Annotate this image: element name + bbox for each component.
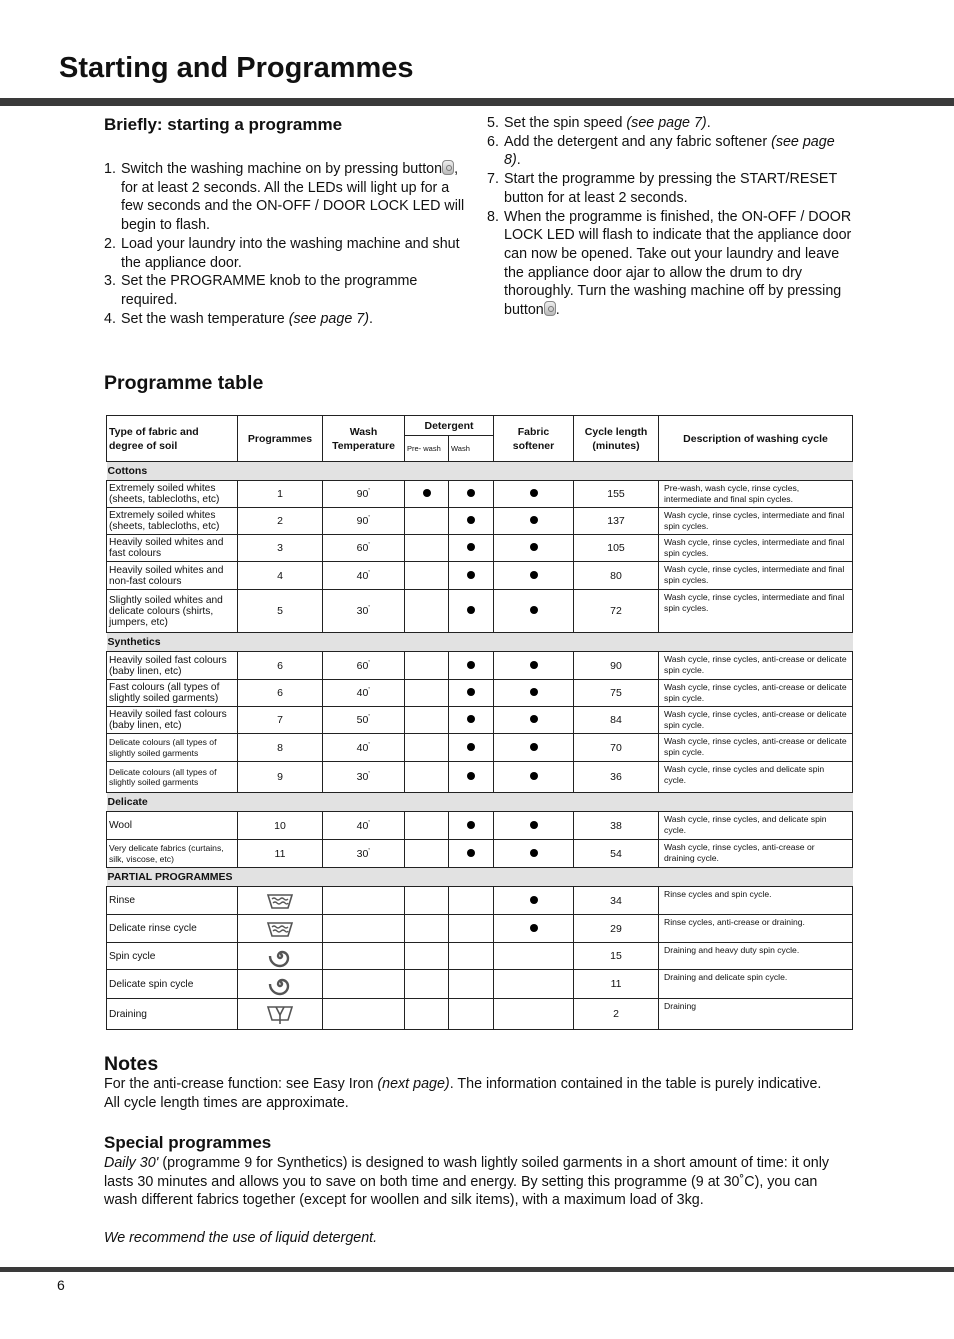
step-1: 1. Switch the washing machine on by pressing button , for at least 2 seconds. All the LEDs will light up for a few seconds and the ON-OFF / DOOR LOCK LED will begin to flash. <box>104 161 465 234</box>
prewash-cell <box>405 840 449 868</box>
fabric-type: Delicate rinse cycle <box>107 915 238 943</box>
section-label: Cottons <box>107 462 853 481</box>
cycle-length: 15 <box>574 943 659 970</box>
wash-cell <box>449 590 494 633</box>
section-synthetics <box>107 633 853 652</box>
wash-cell <box>449 762 494 793</box>
wash-cell <box>449 999 494 1030</box>
wash-dot-icon <box>467 715 475 723</box>
table-row <box>107 562 853 590</box>
programme-number: 6 <box>238 680 323 707</box>
fabric-type: Delicate colours (all types of slightly soiled garments <box>107 762 238 793</box>
softener-dot-icon <box>530 688 538 696</box>
page-number: 6 <box>57 1277 65 1293</box>
softener-cell <box>494 970 574 999</box>
header-cycle-length: Cycle length (minutes) <box>574 416 659 462</box>
wash-dot-icon <box>467 606 475 614</box>
top-rule <box>0 98 954 106</box>
softener-dot-icon <box>530 715 538 723</box>
wash-cell <box>449 652 494 680</box>
table-row <box>107 481 853 508</box>
wash-dot-icon <box>467 743 475 751</box>
softener-cell <box>494 943 574 970</box>
cycle-description: Wash cycle, rinse cycles, anti-crease or delicate spin cycle. <box>659 734 853 762</box>
table-row <box>107 590 853 633</box>
cycle-description: Draining <box>659 999 853 1030</box>
table-row <box>107 887 853 915</box>
softener-dot-icon <box>530 924 538 932</box>
cycle-description: Wash cycle, rinse cycles and delicate spin cycle. <box>659 762 853 793</box>
table-row <box>107 999 853 1030</box>
fabric-type: Draining <box>107 999 238 1030</box>
softener-cell <box>494 887 574 915</box>
wash-dot-icon <box>467 489 475 497</box>
table-row <box>107 812 853 840</box>
prewash-cell <box>405 915 449 943</box>
prewash-cell <box>405 562 449 590</box>
wash-cell <box>449 562 494 590</box>
wash-dot-icon <box>467 571 475 579</box>
cycle-description: Wash cycle, rinse cycles, anti-crease or delicate spin cycle. <box>659 680 853 707</box>
wash-cell <box>449 915 494 943</box>
fabric-type: Heavily soiled fast colours (baby linen, etc) <box>107 707 238 734</box>
cycle-description: Wash cycle, rinse cycles, anti-crease or draining cycle. <box>659 840 853 868</box>
drain-icon <box>240 1003 320 1025</box>
wash-temperature: 90˚ <box>323 481 405 508</box>
fabric-type: Slightly soiled whites and delicate colours (shirts, jumpers, etc) <box>107 590 238 633</box>
rinse-icon <box>240 891 320 911</box>
programme-number: 5 <box>238 590 323 633</box>
programme-number: 8 <box>238 734 323 762</box>
wash-cell <box>449 887 494 915</box>
programme-table <box>106 415 853 1030</box>
softener-dot-icon <box>530 571 538 579</box>
header-temperature: Wash Temperature <box>323 416 405 462</box>
table-row <box>107 762 853 793</box>
step-5: 5. Set the spin speed (see page 7). <box>487 115 711 131</box>
table-row <box>107 508 853 535</box>
softener-cell <box>494 812 574 840</box>
softener-dot-icon <box>530 772 538 780</box>
cycle-description: Wash cycle, rinse cycles, intermediate and final spin cycles. <box>659 590 853 633</box>
cycle-length: 75 <box>574 680 659 707</box>
cycle-length: 155 <box>574 481 659 508</box>
programme-number: 11 <box>238 840 323 868</box>
programme-number: 2 <box>238 508 323 535</box>
header-programmes: Programmes <box>238 416 323 462</box>
programme-icon-cell <box>238 999 323 1030</box>
programme-number: 10 <box>238 812 323 840</box>
wash-temperature: 30˚ <box>323 762 405 793</box>
prewash-cell <box>405 762 449 793</box>
table-row <box>107 652 853 680</box>
power-button-icon <box>544 301 556 316</box>
cycle-length: 29 <box>574 915 659 943</box>
fabric-type: Heavily soiled whites and fast colours <box>107 535 238 562</box>
wash-dot-icon <box>467 821 475 829</box>
prewash-cell <box>405 734 449 762</box>
wash-cell <box>449 943 494 970</box>
wash-dot-icon <box>467 543 475 551</box>
section-label: Delicate <box>107 793 853 812</box>
cycle-length: 137 <box>574 508 659 535</box>
prewash-cell <box>405 970 449 999</box>
spin-icon <box>240 972 320 996</box>
cycle-description: Pre-wash, wash cycle, rinse cycles, intermediate and final spin cycles. <box>659 481 853 508</box>
wash-temperature: 50˚ <box>323 707 405 734</box>
programme-icon-cell <box>238 970 323 999</box>
wash-temperature: 40˚ <box>323 562 405 590</box>
softener-dot-icon <box>530 543 538 551</box>
cycle-length: 34 <box>574 887 659 915</box>
fabric-type: Heavily soiled whites and non-fast colours <box>107 562 238 590</box>
programme-number: 6 <box>238 652 323 680</box>
header-detergent: Detergent <box>405 416 494 436</box>
rinse-icon <box>240 919 320 939</box>
wash-cell <box>449 535 494 562</box>
notes-heading: Notes <box>104 1053 159 1075</box>
prewash-cell <box>405 508 449 535</box>
step-4: 4. Set the wash temperature (see page 7). <box>104 310 373 327</box>
wash-temperature: 40˚ <box>323 680 405 707</box>
softener-cell <box>494 915 574 943</box>
fabric-type: Very delicate fabrics (curtains, silk, viscose, etc) <box>107 840 238 868</box>
softener-dot-icon <box>530 661 538 669</box>
notes-text: For the anti-crease function: see Easy Iron (next page). The information contained in the table is purely indicative. All cycle length times are approximate. <box>104 1076 822 1111</box>
wash-temperature: 30˚ <box>323 590 405 633</box>
cycle-description: Wash cycle, rinse cycles, anti-crease or delicate spin cycle. <box>659 652 853 680</box>
cycle-description: Draining and delicate spin cycle. <box>659 970 853 999</box>
step-8: 8. When the programme is finished, the ON-OFF / DOOR LOCK LED will flash to indicate that the appliance door can now be opened. Take out your laundry and leave the appliance door ajar to allow the drum to dry thoroughly. Turn the washing machine off by pressing button . <box>487 208 852 319</box>
wash-cell <box>449 680 494 707</box>
steps-list-left <box>104 160 469 328</box>
softener-cell <box>494 535 574 562</box>
wash-dot-icon <box>467 849 475 857</box>
prewash-cell <box>405 680 449 707</box>
wash-cell <box>449 840 494 868</box>
softener-cell <box>494 590 574 633</box>
header-description: Description of washing cycle <box>659 416 853 462</box>
fabric-type: Extremely soiled whites (sheets, tablecloths, etc) <box>107 481 238 508</box>
softener-dot-icon <box>530 896 538 904</box>
softener-cell <box>494 680 574 707</box>
fabric-type: Extremely soiled whites (sheets, tablecloths, etc) <box>107 508 238 535</box>
fabric-type: Rinse <box>107 887 238 915</box>
fabric-type: Wool <box>107 812 238 840</box>
wash-temperature: 60˚ <box>323 535 405 562</box>
programme-number: 3 <box>238 535 323 562</box>
programme-number: 7 <box>238 707 323 734</box>
section-delicate <box>107 793 853 812</box>
cycle-length: 70 <box>574 734 659 762</box>
section-label: Synthetics <box>107 633 853 652</box>
section-partial <box>107 868 853 887</box>
wash-cell <box>449 812 494 840</box>
cycle-length: 72 <box>574 590 659 633</box>
prewash-cell <box>405 943 449 970</box>
programme-number: 9 <box>238 762 323 793</box>
cycle-length: 38 <box>574 812 659 840</box>
header-softener: Fabric softener <box>494 416 574 462</box>
step-2: 2. Load your laundry into the washing machine and shut the appliance door. <box>104 235 460 271</box>
power-button-icon <box>442 160 454 175</box>
page-title: Starting and Programmes <box>59 52 414 84</box>
prewash-cell <box>405 481 449 508</box>
cycle-description: Draining and heavy duty spin cycle. <box>659 943 853 970</box>
softener-cell <box>494 508 574 535</box>
softener-cell <box>494 762 574 793</box>
prewash-cell <box>405 812 449 840</box>
table-row <box>107 943 853 970</box>
softener-dot-icon <box>530 606 538 614</box>
softener-dot-icon <box>530 849 538 857</box>
fabric-type: Spin cycle <box>107 943 238 970</box>
table-row <box>107 970 853 999</box>
fabric-type: Delicate colours (all types of slightly soiled garments <box>107 734 238 762</box>
wash-temperature: 40˚ <box>323 812 405 840</box>
wash-dot-icon <box>467 688 475 696</box>
wash-temperature: 60˚ <box>323 652 405 680</box>
cycle-length: 90 <box>574 652 659 680</box>
cycle-description: Wash cycle, rinse cycles, intermediate and final spin cycles. <box>659 562 853 590</box>
special-recommendation: We recommend the use of liquid detergent. <box>104 1230 378 1246</box>
cycle-description: Wash cycle, rinse cycles, intermediate and final spin cycles. <box>659 508 853 535</box>
cycle-description: Wash cycle, rinse cycles, anti-crease or delicate spin cycle. <box>659 707 853 734</box>
wash-temperature: 40˚ <box>323 734 405 762</box>
bottom-rule <box>0 1267 954 1272</box>
special-heading: Special programmes <box>104 1133 272 1152</box>
table-row <box>107 840 853 868</box>
wash-dot-icon <box>467 661 475 669</box>
softener-cell <box>494 652 574 680</box>
programme-icon-cell <box>238 943 323 970</box>
cycle-length: 84 <box>574 707 659 734</box>
programme-icon-cell <box>238 887 323 915</box>
softener-dot-icon <box>530 516 538 524</box>
step-7: 7. Start the programme by pressing the START/RESET button for at least 2 seconds. <box>487 171 837 206</box>
special-text: Daily 30' (programme 9 for Synthetics) is designed to wash lightly soiled garments in a short amount of time: it only lasts 30 minutes and allows you to save on both time and energy. By setting this programme (9 at 30˚C), you can wash different fabrics together (except for woollen and silk items), with a maximum load of 3kg. <box>104 1155 830 1209</box>
wash-dot-icon <box>467 516 475 524</box>
programme-number: 1 <box>238 481 323 508</box>
cycle-length: 54 <box>574 840 659 868</box>
wash-temperature: 90˚ <box>323 508 405 535</box>
table-row <box>107 915 853 943</box>
programme-table-heading: Programme table <box>104 372 264 394</box>
cycle-length: 80 <box>574 562 659 590</box>
header-prewash: Pre- wash <box>405 436 449 462</box>
fabric-type: Delicate spin cycle <box>107 970 238 999</box>
wash-cell <box>449 481 494 508</box>
softener-dot-icon <box>530 743 538 751</box>
cycle-description: Wash cycle, rinse cycles, and delicate spin cycle. <box>659 812 853 840</box>
prewash-cell <box>405 535 449 562</box>
wash-dot-icon <box>467 772 475 780</box>
wash-cell <box>449 707 494 734</box>
softener-cell <box>494 840 574 868</box>
step-3: 3. Set the PROGRAMME knob to the programme required. <box>104 273 418 308</box>
prewash-cell <box>405 652 449 680</box>
fabric-type: Heavily soiled fast colours (baby linen, etc) <box>107 652 238 680</box>
table-row <box>107 707 853 734</box>
softener-dot-icon <box>530 821 538 829</box>
prewash-cell <box>405 707 449 734</box>
softener-cell <box>494 481 574 508</box>
prewash-cell <box>405 887 449 915</box>
fabric-type: Fast colours (all types of slightly soiled garments) <box>107 680 238 707</box>
cycle-length: 105 <box>574 535 659 562</box>
programme-icon-cell <box>238 915 323 943</box>
cycle-description: Rinse cycles, anti-crease or draining. <box>659 915 853 943</box>
softener-dot-icon <box>530 489 538 497</box>
prewash-cell <box>405 999 449 1030</box>
table-row <box>107 535 853 562</box>
cycle-length: 2 <box>574 999 659 1030</box>
wash-temperature: 30˚ <box>323 840 405 868</box>
softener-cell <box>494 562 574 590</box>
softener-cell <box>494 707 574 734</box>
spin-icon <box>240 944 320 968</box>
wash-cell <box>449 508 494 535</box>
step-6: 6. Add the detergent and any fabric softener (see page 8). <box>487 133 835 169</box>
header-wash: Wash <box>449 436 494 462</box>
wash-cell <box>449 734 494 762</box>
cycle-length: 11 <box>574 970 659 999</box>
programme-number: 4 <box>238 562 323 590</box>
table-row <box>107 734 853 762</box>
cycle-length: 36 <box>574 762 659 793</box>
steps-list-right <box>487 114 852 320</box>
wash-cell <box>449 970 494 999</box>
briefly-heading: Briefly: starting a programme <box>104 115 343 134</box>
softener-cell <box>494 734 574 762</box>
section-cottons <box>107 462 853 481</box>
header-fabric: Type of fabric and degree of soil <box>107 416 238 462</box>
cycle-description: Rinse cycles and spin cycle. <box>659 887 853 915</box>
softener-cell <box>494 999 574 1030</box>
cycle-description: Wash cycle, rinse cycles, intermediate and final spin cycles. <box>659 535 853 562</box>
section-label: PARTIAL PROGRAMMES <box>107 868 853 887</box>
table-row <box>107 680 853 707</box>
prewash-cell <box>405 590 449 633</box>
prewash-dot-icon <box>423 489 431 497</box>
